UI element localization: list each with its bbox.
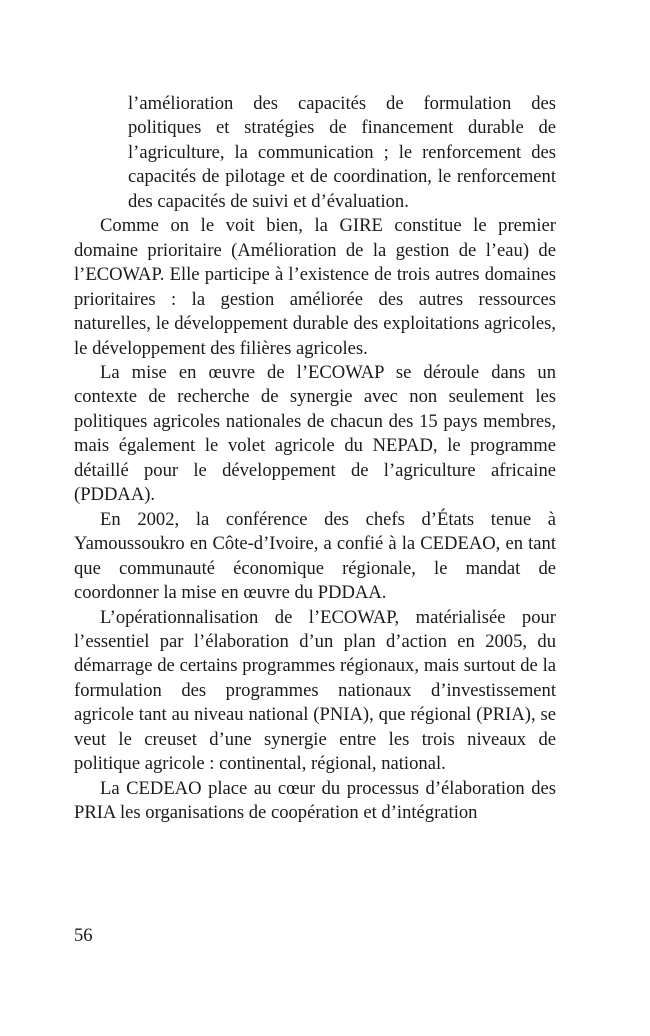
paragraph-cedeao-pria: La CEDEAO place au cœur du processus d’élaboration des PRIA les organisations de coopération et d’intégration	[74, 777, 556, 824]
paragraph-gire: Comme on le voit bien, la GIRE constitue le premier domaine prioritaire (Amélioration de la gestion de l’eau) de l’ECOWAP. Elle participe à l’existence de trois autres domaines prioritaires : la gestion améliorée des autres ressources naturelles, le développement durable des exploitations agricoles, le développement des filières agricoles.	[74, 215, 556, 359]
paragraph-2002-conference: En 2002, la conférence des chefs d’États tenue à Yamoussoukro en Côte-d’Ivoire, a confié à la CEDEAO, en tant que communauté économique régionale, le mandat de coordonner la mise en œuvre du PDDAA.	[74, 508, 556, 604]
paragraph-operationalisation: L’opérationnalisation de l’ECOWAP, matérialisée pour l’essentiel par l’élaboration d’un plan d’action en 2005, du démarrage de certains programmes régionaux, mais surtout de la formulation des programmes nationaux d’investissement agricole tant au niveau national (PNIA), que régional (PRIA), se veut le creuset d’une synergie entre les trois niveaux de politique agricole : continental, régional, national.	[74, 606, 556, 775]
page-body	[74, 92, 556, 826]
page-number: 56	[74, 925, 93, 946]
paragraph-continued-list-item: l’amélioration des capacités de formulation des politiques et stratégies de financement durable de l’agriculture, la communication ; le renforcement des capacités de pilotage et de coordination, le renforcement des capacités de suivi et d’évaluation.	[128, 93, 556, 212]
paragraph-ecowap-synergy: La mise en œuvre de l’ECOWAP se déroule dans un contexte de recherche de synergie avec non seulement les politiques agricoles nationales de chacun des 15 pays membres, mais également le volet agricole du NEPAD, le programme détaillé pour le développement de l’agriculture africaine (PDDAA).	[74, 361, 556, 506]
